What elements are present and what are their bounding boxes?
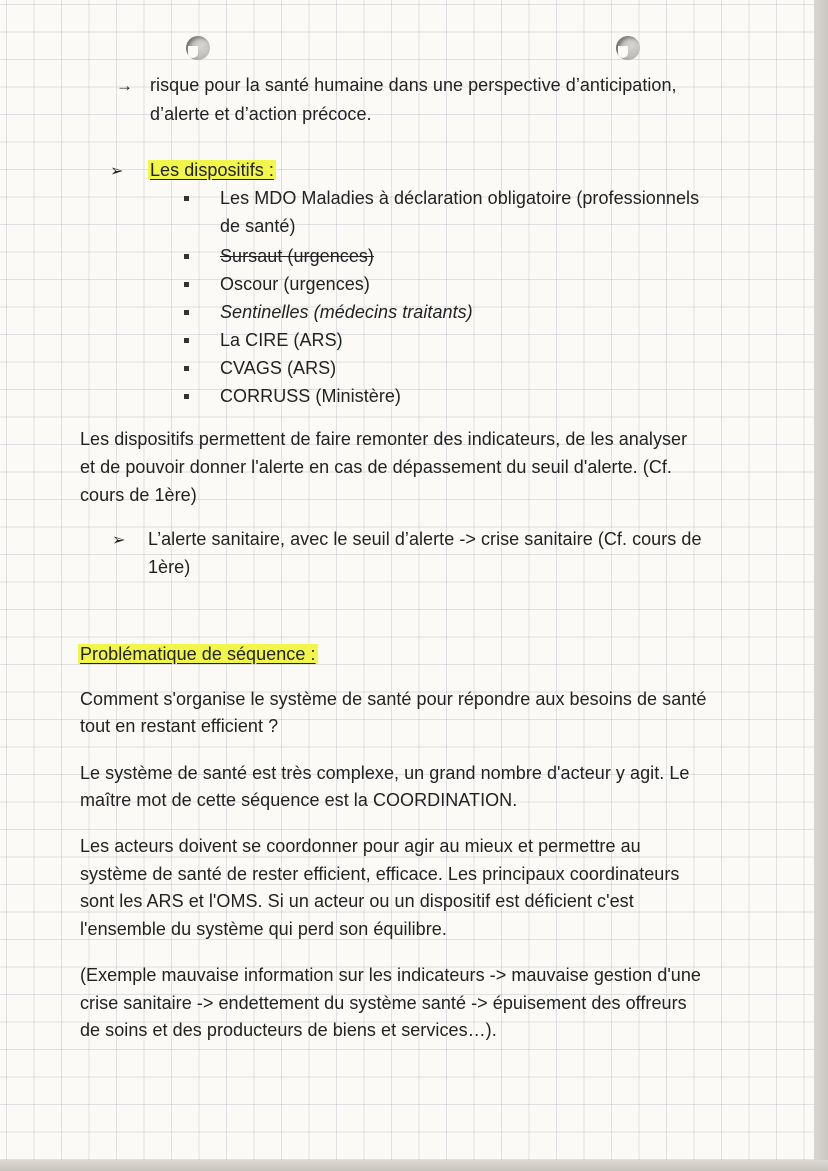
dispositif-item-sursaut: Sursaut (urgences) <box>220 246 374 266</box>
coordination-line-1: Les acteurs doivent se coordonner pour agir au mieux et permettre au <box>80 836 641 856</box>
chevron-bullet-icon: ➢ <box>112 532 126 549</box>
complexity-line-2: maître mot de cette séquence est la COORDINATION. <box>80 790 518 810</box>
page-edge <box>814 0 828 1171</box>
example-line-2: crise sanitaire -> endettement du système santé -> épuisement des offreurs <box>80 993 687 1013</box>
coordination-line-3: sont les ARS et l'OMS. Si un acteur ou un dispositif est déficient c'est <box>80 891 634 911</box>
dispositif-item-oscour: Oscour (urgences) <box>220 274 370 294</box>
problematique-heading-text: Problématique de séquence : <box>80 644 316 664</box>
intro-line-2: d’alerte et d’action précoce. <box>150 104 372 124</box>
binder-hole-right <box>616 36 640 60</box>
dispositifs-heading <box>148 157 276 184</box>
square-bullet-icon <box>184 394 189 399</box>
dispositifs-heading-text: Les dispositifs : <box>150 160 274 180</box>
question-line-2: tout en restant efficient ? <box>80 716 279 736</box>
paragraph-1-line-2: et de pouvoir donner l'alerte en cas de dépassement du seuil d'alerte. (Cf. <box>80 457 672 477</box>
paragraph-1-line-1: Les dispositifs permettent de faire remonter des indicateurs, de les analyser <box>80 429 688 449</box>
example-line-1: (Exemple mauvaise information sur les indicateurs -> mauvaise gestion d'une <box>80 965 701 985</box>
chevron-bullet-icon: ➢ <box>110 163 124 180</box>
intro-line-1: risque pour la santé humaine dans une perspective d’anticipation, <box>150 75 677 95</box>
page-bottom-edge <box>0 1160 828 1171</box>
dispositif-item-mdo: Les MDO Maladies à déclaration obligatoire (professionnels <box>220 188 700 208</box>
dispositif-item-cvags: CVAGS (ARS) <box>220 358 337 378</box>
square-bullet-icon <box>184 366 189 371</box>
example-line-3: de soins et des producteurs de biens et services…). <box>80 1020 497 1040</box>
dispositif-item-cire: La CIRE (ARS) <box>220 330 343 350</box>
complexity-line-1: Le système de santé est très complexe, un grand nombre d'acteur y agit. Le <box>80 763 690 783</box>
question-line-1: Comment s'organise le système de santé pour répondre aux besoins de santé <box>80 689 707 709</box>
alerte-line-1: L’alerte sanitaire, avec le seuil d’alerte -> crise sanitaire (Cf. cours de <box>148 529 702 549</box>
dispositif-item-sentinelles: Sentinelles (médecins traitants) <box>220 302 473 322</box>
paragraph-1-line-3: cours de 1ère) <box>80 485 197 505</box>
square-bullet-icon <box>184 310 189 315</box>
alerte-line-2: 1ère) <box>148 557 191 577</box>
square-bullet-icon <box>184 254 189 259</box>
arrow-right-icon: → <box>116 76 133 95</box>
square-bullet-icon <box>184 282 189 287</box>
square-bullet-icon <box>184 338 189 343</box>
dispositif-item-corruss: CORRUSS (Ministère) <box>220 386 401 406</box>
coordination-line-4: l'ensemble du système qui perd son équilibre. <box>80 919 447 939</box>
coordination-line-2: système de santé de rester efficient, efficace. Les principaux coordinateurs <box>80 864 680 884</box>
square-bullet-icon <box>184 196 189 201</box>
problematique-heading <box>78 641 318 668</box>
binder-hole-left <box>186 36 210 60</box>
dispositif-item-mdo-cont: de santé) <box>220 216 296 236</box>
